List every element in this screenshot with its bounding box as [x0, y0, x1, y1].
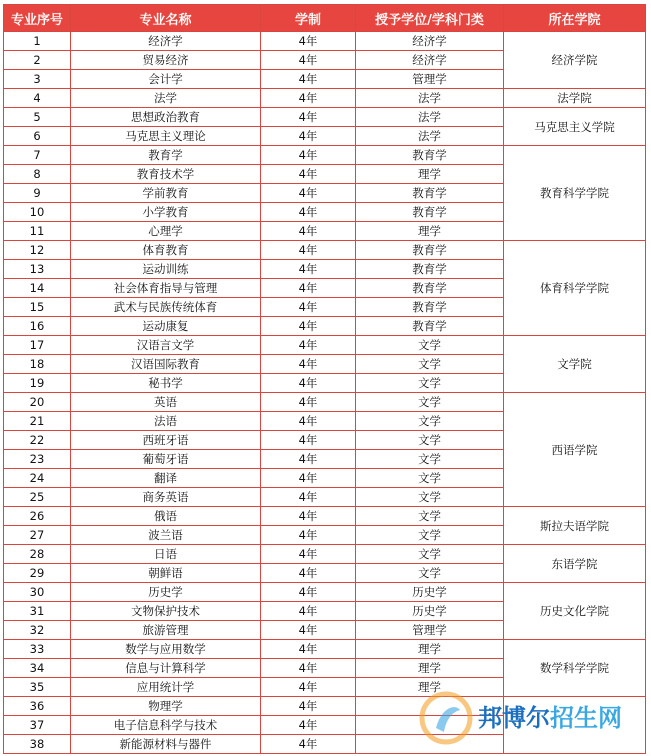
- major-no-cell: 1: [4, 32, 71, 51]
- table-row: [4, 32, 646, 51]
- major-no-cell: 24: [4, 469, 71, 488]
- duration-cell: 4年: [261, 298, 356, 317]
- degree-cell: 文学: [356, 545, 504, 564]
- degree-cell: 管理学: [356, 70, 504, 89]
- major-name-cell: 西班牙语: [71, 431, 261, 450]
- duration-cell: 4年: [261, 89, 356, 108]
- duration-cell: 4年: [261, 507, 356, 526]
- major-name-cell: 秘书学: [71, 374, 261, 393]
- major-no-cell: 17: [4, 336, 71, 355]
- major-name-cell: 思想政治教育: [71, 108, 261, 127]
- major-no-cell: 20: [4, 393, 71, 412]
- college-cell: 历史文化学院: [504, 583, 646, 640]
- degree-cell: 理学: [356, 659, 504, 678]
- major-no-cell: 35: [4, 678, 71, 697]
- degree-cell: [356, 735, 504, 754]
- degree-cell: 教育学: [356, 260, 504, 279]
- duration-cell: 4年: [261, 393, 356, 412]
- major-no-cell: 36: [4, 697, 71, 716]
- duration-cell: 4年: [261, 564, 356, 583]
- major-no-cell: 30: [4, 583, 71, 602]
- duration-cell: 4年: [261, 602, 356, 621]
- major-no-cell: 16: [4, 317, 71, 336]
- degree-cell: 文学: [356, 431, 504, 450]
- table-row: [4, 336, 646, 355]
- degree-cell: 文学: [356, 488, 504, 507]
- major-no-cell: 32: [4, 621, 71, 640]
- major-no-cell: 15: [4, 298, 71, 317]
- table-row: [4, 89, 646, 108]
- table-row: [4, 640, 646, 659]
- degree-cell: 教育学: [356, 241, 504, 260]
- major-no-cell: 34: [4, 659, 71, 678]
- major-no-cell: 38: [4, 735, 71, 754]
- degree-cell: 法学: [356, 127, 504, 146]
- duration-cell: 4年: [261, 412, 356, 431]
- major-no-cell: 5: [4, 108, 71, 127]
- header-duration: 学制: [261, 5, 356, 32]
- header-degree: 授予学位/学科门类: [356, 5, 504, 32]
- table-row: [4, 393, 646, 412]
- duration-cell: 4年: [261, 716, 356, 735]
- duration-cell: 4年: [261, 108, 356, 127]
- degree-cell: 经济学: [356, 51, 504, 70]
- major-name-cell: 社会体育指导与管理: [71, 279, 261, 298]
- duration-cell: 4年: [261, 545, 356, 564]
- degree-cell: 教育学: [356, 184, 504, 203]
- degree-cell: 文学: [356, 450, 504, 469]
- header-major-name: 专业名称: [71, 5, 261, 32]
- duration-cell: 4年: [261, 640, 356, 659]
- degree-cell: 历史学: [356, 602, 504, 621]
- major-no-cell: 28: [4, 545, 71, 564]
- duration-cell: 4年: [261, 735, 356, 754]
- major-no-cell: 3: [4, 70, 71, 89]
- table-row: [4, 697, 646, 716]
- college-cell: 教育科学学院: [504, 146, 646, 241]
- college-cell: 东语学院: [504, 545, 646, 583]
- duration-cell: 4年: [261, 659, 356, 678]
- college-cell: 体育科学学院: [504, 241, 646, 336]
- degree-cell: 文学: [356, 412, 504, 431]
- major-no-cell: 13: [4, 260, 71, 279]
- major-name-cell: 小学教育: [71, 203, 261, 222]
- major-name-cell: 体育教育: [71, 241, 261, 260]
- major-name-cell: 商务英语: [71, 488, 261, 507]
- duration-cell: 4年: [261, 127, 356, 146]
- major-no-cell: 10: [4, 203, 71, 222]
- major-no-cell: 37: [4, 716, 71, 735]
- duration-cell: 4年: [261, 222, 356, 241]
- duration-cell: 4年: [261, 32, 356, 51]
- degree-cell: 理学: [356, 165, 504, 184]
- major-name-cell: 俄语: [71, 507, 261, 526]
- degree-cell: 经济学: [356, 32, 504, 51]
- duration-cell: 4年: [261, 146, 356, 165]
- degree-cell: 文学: [356, 564, 504, 583]
- major-no-cell: 22: [4, 431, 71, 450]
- major-no-cell: 12: [4, 241, 71, 260]
- major-name-cell: 朝鲜语: [71, 564, 261, 583]
- major-name-cell: 英语: [71, 393, 261, 412]
- table-row: [4, 545, 646, 564]
- major-no-cell: 25: [4, 488, 71, 507]
- college-cell: [504, 697, 646, 754]
- duration-cell: 4年: [261, 526, 356, 545]
- duration-cell: 4年: [261, 317, 356, 336]
- header-major-no: 专业序号: [4, 5, 71, 32]
- table-row: [4, 241, 646, 260]
- major-no-cell: 31: [4, 602, 71, 621]
- header-college: 所在学院: [504, 5, 646, 32]
- degree-cell: 教育学: [356, 317, 504, 336]
- major-no-cell: 7: [4, 146, 71, 165]
- major-no-cell: 26: [4, 507, 71, 526]
- major-no-cell: 9: [4, 184, 71, 203]
- duration-cell: 4年: [261, 583, 356, 602]
- duration-cell: 4年: [261, 488, 356, 507]
- duration-cell: 4年: [261, 241, 356, 260]
- table-row: [4, 146, 646, 165]
- duration-cell: 4年: [261, 165, 356, 184]
- degree-cell: [356, 697, 504, 716]
- watermark-text-part1: 邦博尔: [478, 704, 550, 732]
- major-no-cell: 14: [4, 279, 71, 298]
- duration-cell: 4年: [261, 203, 356, 222]
- major-name-cell: 武术与民族传统体育: [71, 298, 261, 317]
- degree-cell: 法学: [356, 108, 504, 127]
- major-name-cell: 旅游管理: [71, 621, 261, 640]
- degree-cell: [356, 716, 504, 735]
- major-name-cell: 运动康复: [71, 317, 261, 336]
- degree-cell: 理学: [356, 678, 504, 697]
- degree-cell: 历史学: [356, 583, 504, 602]
- degree-cell: 文学: [356, 355, 504, 374]
- duration-cell: 4年: [261, 678, 356, 697]
- duration-cell: 4年: [261, 70, 356, 89]
- degree-cell: 文学: [356, 526, 504, 545]
- major-no-cell: 19: [4, 374, 71, 393]
- major-name-cell: 葡萄牙语: [71, 450, 261, 469]
- table-row: [4, 108, 646, 127]
- header-row: [4, 5, 646, 32]
- duration-cell: 4年: [261, 355, 356, 374]
- major-name-cell: 电子信息科学与技术: [71, 716, 261, 735]
- major-name-cell: 经济学: [71, 32, 261, 51]
- major-name-cell: 波兰语: [71, 526, 261, 545]
- college-cell: 数学科学学院: [504, 640, 646, 697]
- major-name-cell: 文物保护技术: [71, 602, 261, 621]
- duration-cell: 4年: [261, 51, 356, 70]
- degree-cell: 文学: [356, 374, 504, 393]
- major-name-cell: 日语: [71, 545, 261, 564]
- major-no-cell: 21: [4, 412, 71, 431]
- table-row: [4, 583, 646, 602]
- major-name-cell: 新能源材料与器件: [71, 735, 261, 754]
- major-name-cell: 汉语国际教育: [71, 355, 261, 374]
- major-name-cell: 教育学: [71, 146, 261, 165]
- college-cell: 法学院: [504, 89, 646, 108]
- major-name-cell: 会计学: [71, 70, 261, 89]
- degree-cell: 文学: [356, 393, 504, 412]
- major-no-cell: 4: [4, 89, 71, 108]
- major-name-cell: 心理学: [71, 222, 261, 241]
- college-cell: 斯拉夫语学院: [504, 507, 646, 545]
- degree-cell: 文学: [356, 507, 504, 526]
- duration-cell: 4年: [261, 336, 356, 355]
- duration-cell: 4年: [261, 621, 356, 640]
- college-cell: 马克思主义学院: [504, 108, 646, 146]
- major-name-cell: 物理学: [71, 697, 261, 716]
- major-no-cell: 6: [4, 127, 71, 146]
- major-name-cell: 数学与应用数学: [71, 640, 261, 659]
- duration-cell: 4年: [261, 184, 356, 203]
- major-name-cell: 历史学: [71, 583, 261, 602]
- degree-cell: 管理学: [356, 621, 504, 640]
- degree-cell: 文学: [356, 336, 504, 355]
- degree-cell: 教育学: [356, 203, 504, 222]
- major-name-cell: 学前教育: [71, 184, 261, 203]
- duration-cell: 4年: [261, 279, 356, 298]
- major-no-cell: 2: [4, 51, 71, 70]
- major-name-cell: 马克思主义理论: [71, 127, 261, 146]
- duration-cell: 4年: [261, 697, 356, 716]
- major-no-cell: 18: [4, 355, 71, 374]
- major-name-cell: 法学: [71, 89, 261, 108]
- table-row: [4, 507, 646, 526]
- college-cell: 西语学院: [504, 393, 646, 507]
- degree-cell: 法学: [356, 89, 504, 108]
- duration-cell: 4年: [261, 450, 356, 469]
- major-no-cell: 27: [4, 526, 71, 545]
- major-name-cell: 应用统计学: [71, 678, 261, 697]
- major-name-cell: 教育技术学: [71, 165, 261, 184]
- college-cell: 文学院: [504, 336, 646, 393]
- table-body: [4, 32, 646, 754]
- degree-cell: 理学: [356, 222, 504, 241]
- college-cell: 经济学院: [504, 32, 646, 89]
- major-name-cell: 翻译: [71, 469, 261, 488]
- table-header: [4, 5, 646, 32]
- majors-table: [3, 4, 646, 754]
- major-no-cell: 33: [4, 640, 71, 659]
- major-name-cell: 汉语言文学: [71, 336, 261, 355]
- major-no-cell: 8: [4, 165, 71, 184]
- major-no-cell: 29: [4, 564, 71, 583]
- duration-cell: 4年: [261, 469, 356, 488]
- duration-cell: 4年: [261, 431, 356, 450]
- major-name-cell: 信息与计算科学: [71, 659, 261, 678]
- degree-cell: 教育学: [356, 298, 504, 317]
- major-no-cell: 23: [4, 450, 71, 469]
- duration-cell: 4年: [261, 260, 356, 279]
- degree-cell: 教育学: [356, 146, 504, 165]
- degree-cell: 文学: [356, 469, 504, 488]
- duration-cell: 4年: [261, 374, 356, 393]
- degree-cell: 教育学: [356, 279, 504, 298]
- watermark-text-part2: 招生网: [550, 704, 622, 732]
- major-name-cell: 法语: [71, 412, 261, 431]
- major-no-cell: 11: [4, 222, 71, 241]
- major-name-cell: 运动训练: [71, 260, 261, 279]
- major-name-cell: 贸易经济: [71, 51, 261, 70]
- degree-cell: 理学: [356, 640, 504, 659]
